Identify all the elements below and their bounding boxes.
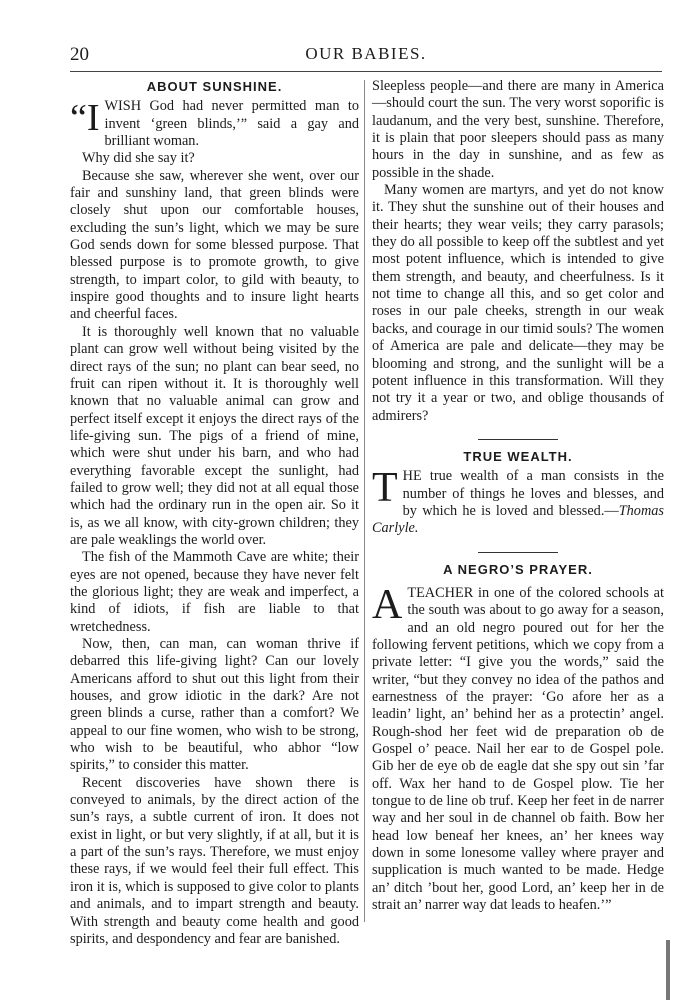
author-credit: Thomas Carlyle. — [372, 502, 664, 537]
section-rule — [478, 552, 558, 553]
paragraph: It is thoroughly well known that no valuable plant can grow well without being visited by the direct rays of the sun; no plant can bear seed, no fruit can ripen without it. It is thoroughly well known that no valuable animal can grow and perfect itself except it enjoys the direct rays of the life-giving sun. The pigs of a friend of mine, which were shut under his barn, and who had everything favorable except the sunlight, had failed to grow well; they did not at all equal those which had the ordinary run in the open air. So it is, as we all know, with city-grown children; they are pale weaklings the world over. — [70, 323, 359, 548]
article-title-about-sunshine: ABOUT SUNSHINE. — [146, 79, 283, 94]
page-number: 20 — [70, 44, 89, 65]
drop-cap: “I — [70, 97, 100, 140]
page-header — [70, 44, 662, 66]
scan-edge-shadow — [666, 940, 670, 1000]
section-rule — [478, 439, 558, 440]
article-title-negros-prayer: A NEGRO’S PRAYER. — [443, 561, 593, 577]
header-rule — [70, 71, 662, 72]
column-divider — [364, 80, 365, 922]
running-head: OUR BABIES. — [305, 44, 427, 63]
paragraph — [70, 98, 359, 150]
paragraph-text: HE true wealth of a man consists in the number of things he loves and blesses, and by which he is loved and blessed.— — [402, 468, 664, 519]
drop-cap: A — [372, 581, 403, 628]
drop-cap: T — [372, 465, 398, 512]
paragraph — [372, 581, 664, 915]
paragraph: Sleepless people—and there are many in America—should court the sun. The very worst soporific is laudanum, and the very best, sunshine. Therefore, it is plain that poor sleepers should pass as many hours in the day in sunshine, and as few as possible in the shade. — [372, 78, 664, 181]
paragraph — [372, 465, 664, 537]
article-title-true-wealth: TRUE WEALTH. — [463, 448, 573, 464]
paragraph: Now, then, can man, can woman thrive if debarred this life-giving light? Can our lovely Americans afford to shut out this light from their houses, and grow idiotic in the dark? Are not green blinds a curse, rather than a comfort? We appeal to our fine women, who wish to be strong, who wish to be beautiful, who abhor “low spirits,” to consider this matter. — [70, 636, 359, 774]
paragraph: Why did she say it? — [82, 150, 195, 167]
paragraph: The fish of the Mammoth Cave are white; their eyes are not opened, because they have never felt the glorious light; they are weak and imperfect, a kind of idiots, if fish are liable to that wretchedness. — [70, 549, 359, 635]
paragraph-text: TEACHER in one of the colored schools at the south was about to go away for a season, and an old negro poured out for her the following fervent petitions, which we copy from a private letter: “I give you the words,” said the writer, “but they convey no idea of the pathos and earnestness of the prayer: ‘Go afore her as a leadin’ light, an’ behind her as a protectin’ angel. Rough-shod her feet wid de preparation ob de Gospel o’ peace. Nail her ear to de Gospel pole. Gib her de eye ob de eagle dat she spy out sin ’far off. Wax her hand to de Gospel plow. Tie her tongue to de line ob truf. Keep her feet in de narrer way and her soul in de channel ob faith. Bow her head low beneaf her knees, an’ her knees way down in some lonesome valley where prayer and supplication is much wanted to be made. Hedge an’ ditch ’bout her, good Lord, an’ keep her in de strait an’ narrer way dat leads to heafen.’” — [372, 584, 664, 914]
paragraph: Recent discoveries have shown there is conveyed to animals, by the direct action of the sun’s rays, a subtle current of iron. It does not exist in light, or but very slightly, if at all, but it is a part of the sun’s rays. Therefore, we must enjoy these rays, if we would feel their full effect. This iron it is, which is supposed to give color to plants and animals, and to impart strength and beauty. With strength and beauty come health and good spirits, and despondency and fear are banished. — [70, 774, 359, 947]
left-column — [70, 78, 359, 948]
paragraph: Because she saw, wherever she went, over our fair and sunshiny land, that green blinds were closely shut upon our comfortable houses, excluding the sun’s light, which we may be sure God sends down for some blessed purpose. That blessed purpose is to promote growth, to give strength, to impart color, to gild with beauty, to inspire good thoughts and to insure light hearts and cheerful faces. — [70, 167, 359, 323]
paragraph-text: WISH God had never permitted man to invent ‘green blinds,’” said a gay and brilliant woman. — [104, 98, 359, 150]
right-column — [372, 78, 664, 914]
paragraph: Many women are martyrs, and yet do not know it. They shut the sunshine out of their houses and their hearts; they wear veils; they carry parasols; they do all possible to keep off the subtlest and yet most potent influence, which is intended to give them strength, and beauty, and cheerfulness. Is it not time to change all this, and so get color and roses in our pale cheeks, strength in our weak backs, and courage in our timid souls? The women of America are pale and delicate—they may be blooming and strong, and the sunlight will be a potent influence in this transformation. Will they not try it a year or two, and oblige thousands of admirers? — [372, 182, 664, 424]
